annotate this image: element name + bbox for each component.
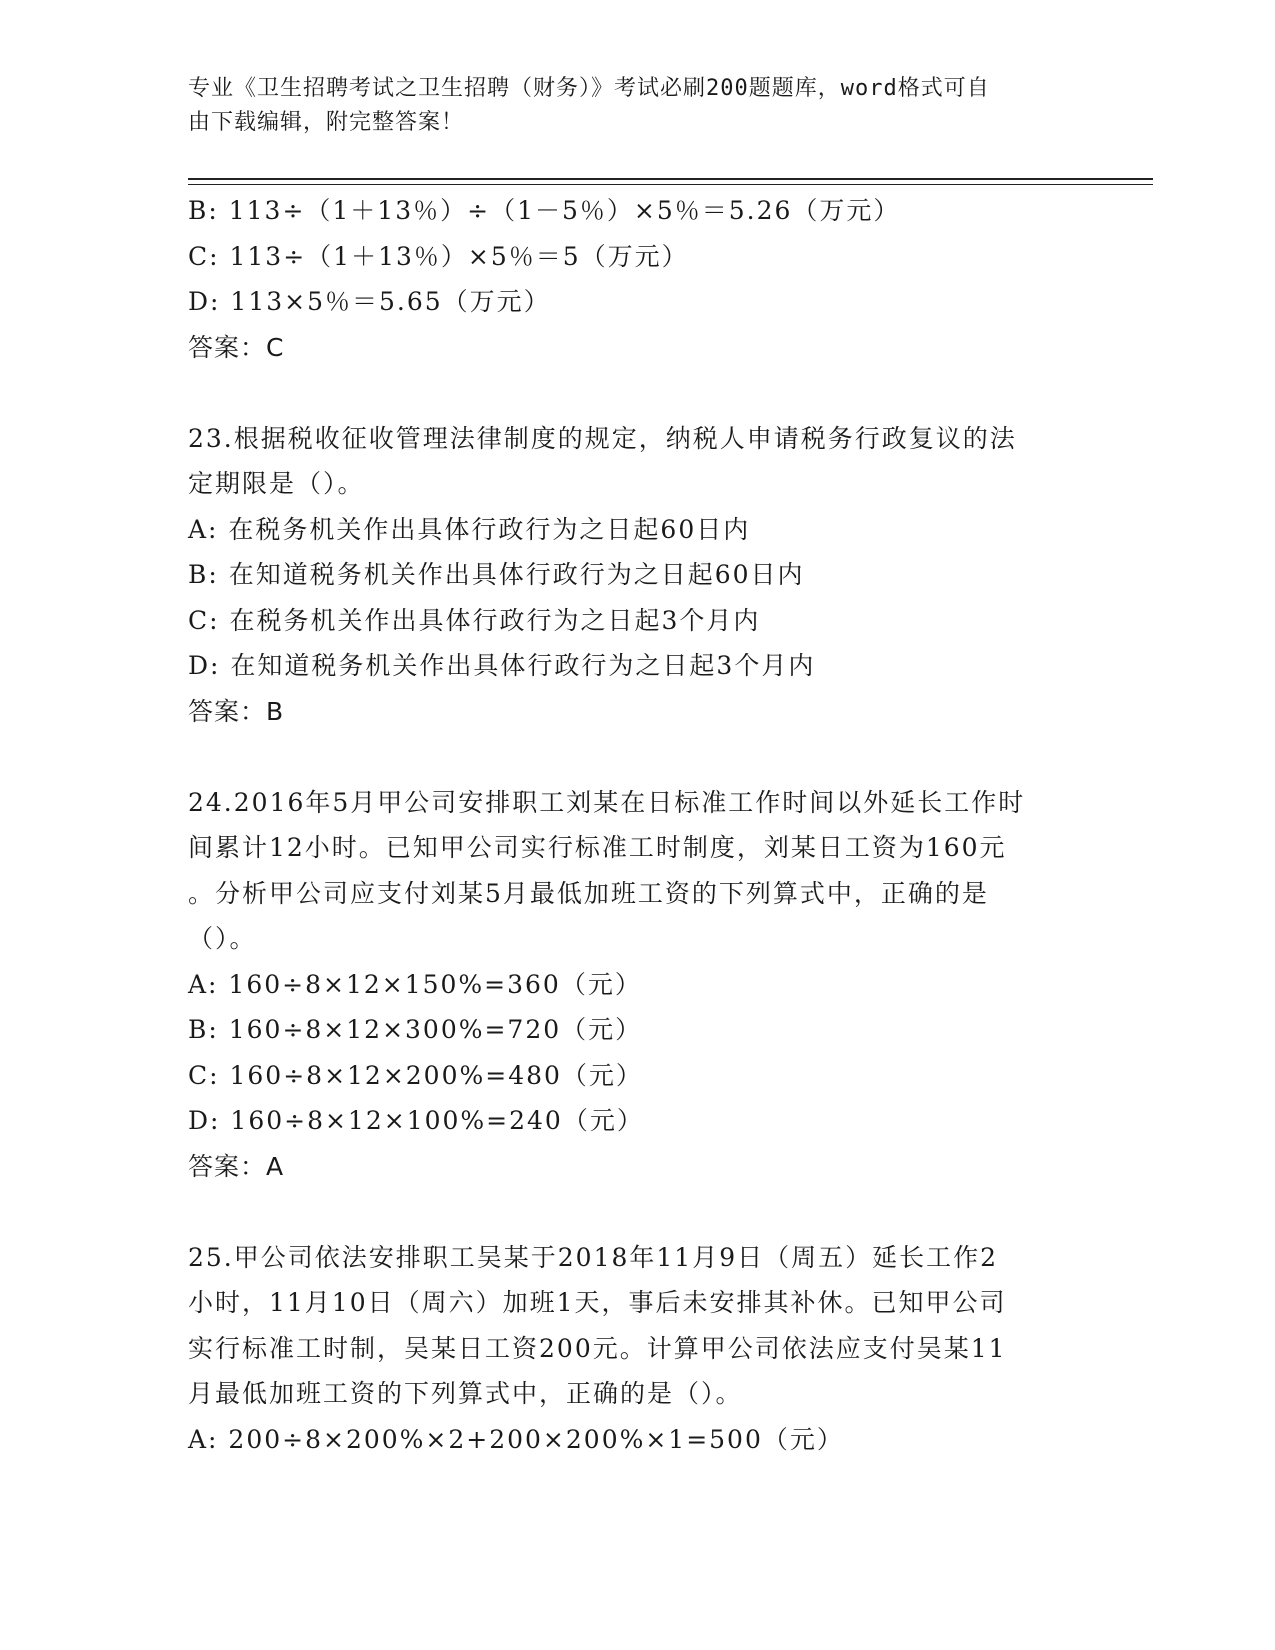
option-d: D: 160÷8×12×100%=240（元） — [188, 1106, 644, 1135]
header-rule-thick — [188, 178, 1153, 180]
header-line-2: 由下载编辑，附完整答案！ — [188, 110, 465, 135]
header-line-1: 专业《卫生招聘考试之卫生招聘（财务）》考试必刷200题题库，word格式可自 — [188, 76, 990, 101]
question-stem-line: （）。 — [188, 924, 257, 953]
option-b: B: 在知道税务机关作出具体行政行为之日起60日内 — [188, 560, 805, 589]
answer-line: 答案：C — [188, 332, 285, 362]
spacer — [188, 1189, 1088, 1235]
question-24 — [188, 780, 1088, 1190]
option-d: D: 在知道税务机关作出具体行政行为之日起3个月内 — [188, 651, 816, 680]
option-c: C: 113÷（1＋13％）×5％＝5（万元） — [188, 241, 689, 271]
spacer — [188, 370, 1088, 416]
question-stem-line: 实行标准工时制，吴某日工资200元。计算甲公司依法应支付吴某11 — [188, 1333, 1007, 1363]
question-stem-line: 24.2016年5月甲公司安排职工刘某在日标准工作时间以外延长工作时 — [188, 787, 1026, 817]
answer-line: 答案：A — [188, 1151, 285, 1181]
option-d: D: 113×5％＝5.65（万元） — [188, 287, 551, 316]
option-c: C: 160÷8×12×200%=480（元） — [188, 1060, 643, 1090]
header-rule-thin — [188, 184, 1153, 185]
question-stem-line: 。分析甲公司应支付刘某5月最低加班工资的下列算式中，正确的是 — [188, 878, 989, 908]
document-body — [188, 188, 1088, 1462]
option-a: A: 160÷8×12×150%=360（元） — [188, 969, 642, 999]
question-22-continued — [188, 188, 1088, 370]
question-stem-line: 定期限是（）。 — [188, 469, 365, 498]
option-a: A: 在税务机关作出具体行政行为之日起60日内 — [188, 514, 751, 544]
document-header — [188, 72, 1068, 140]
option-b: B: 113÷（1＋13％）÷（1－5％）×5％＝5.26（万元） — [188, 196, 901, 225]
question-stem-line: 月最低加班工资的下列算式中，正确的是（）。 — [188, 1379, 743, 1408]
answer-line: 答案：B — [188, 696, 285, 726]
question-25 — [188, 1235, 1088, 1463]
spacer — [188, 734, 1088, 780]
question-stem-line: 25.甲公司依法安排职工吴某于2018年11月9日（周五）延长工作2 — [188, 1242, 999, 1272]
question-stem-line: 小时，11月10日（周六）加班1天，事后未安排其补休。已知甲公司 — [188, 1288, 1007, 1317]
question-stem-line: 间累计12小时。已知甲公司实行标准工时制度，刘某日工资为160元 — [188, 833, 1007, 862]
option-a: A: 200÷8×200%×2+200×200%×1=500（元） — [188, 1424, 844, 1454]
question-23 — [188, 416, 1088, 735]
option-b: B: 160÷8×12×300%=720（元） — [188, 1015, 643, 1044]
question-stem-line: 23.根据税收征收管理法律制度的规定，纳税人申请税务行政复议的法 — [188, 423, 1017, 453]
option-c: C: 在税务机关作出具体行政行为之日起3个月内 — [188, 605, 761, 635]
